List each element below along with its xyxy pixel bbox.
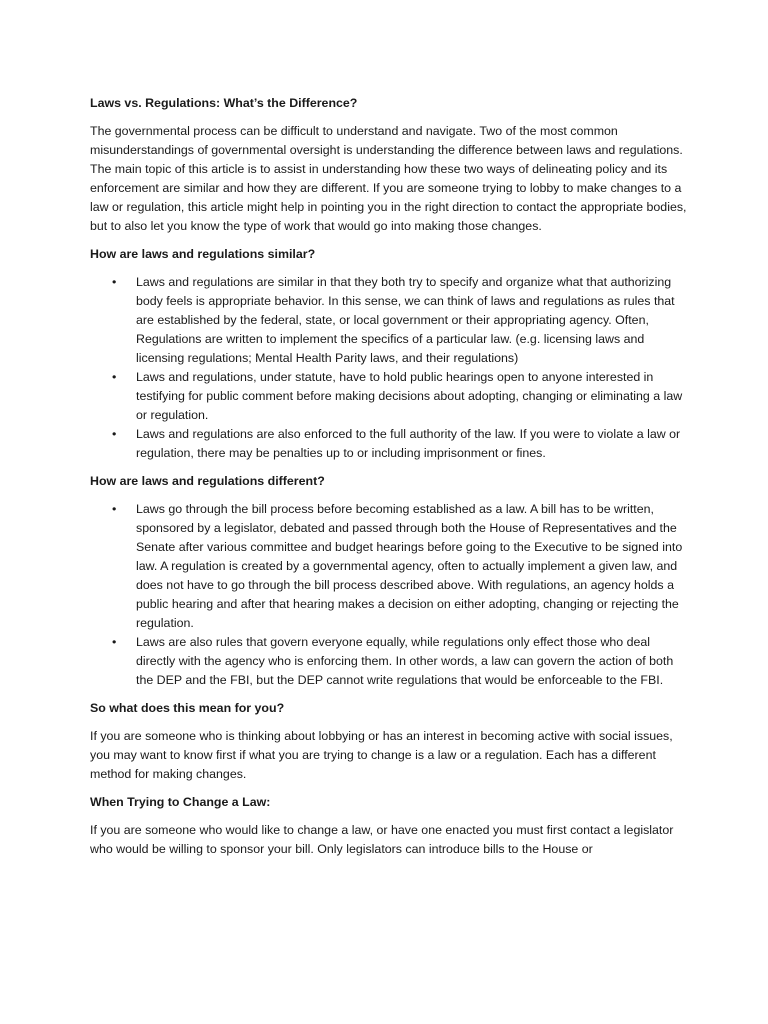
list-item bbox=[90, 273, 690, 368]
bullet-marker: • bbox=[112, 502, 117, 516]
list-item bbox=[90, 500, 690, 633]
list-item-text: Laws and regulations are similar in that they both try to specify and organize what that authorizing body feels is appropriate behavior. In this sense, we can think of laws and regulations as rules that are established by the federal, state, or local government or their appropriating agency. Often, Regulations are written to implement the specifics of a particular law. (e.g. licensing laws and licensing regulations; Mental Health Parity laws, and their regulations) bbox=[136, 275, 675, 365]
list-item-text: Laws and regulations are also enforced to the full authority of the law. If you were to violate a law or regulation, there may be penalties up to or including imprisonment or fines. bbox=[136, 427, 681, 460]
meaning-paragraph: If you are someone who is thinking about lobbying or has an interest in becoming active with social issues, you may want to know first if what you are trying to change is a law or a regulation. Each has a different method for making changes. bbox=[90, 729, 673, 781]
list-item bbox=[90, 368, 690, 425]
list-item-text: Laws and regulations, under statute, have to hold public hearings open to anyone interested in testifying for public comment before making decisions about adopting, changing or eliminating a law or regulation. bbox=[136, 370, 683, 422]
intro-paragraph: The governmental process can be difficult to understand and navigate. Two of the most common misunderstandings of governmental oversight is understanding the difference between laws and regulations. The main topic of this article is to assist in understanding how these two ways of delineating policy and its enforcement are similar and how they are different. If you are someone trying to lobby to make changes to a law or regulation, this article might help in pointing you in the right direction to contact the appropriate bodies, but to also let you know the type of work that would go into making those changes. bbox=[90, 124, 687, 233]
list-item bbox=[90, 425, 690, 463]
similar-bullet-list bbox=[90, 273, 690, 463]
bullet-marker: • bbox=[112, 635, 117, 649]
bullet-marker: • bbox=[112, 427, 117, 441]
list-item-text: Laws go through the bill process before becoming established as a law. A bill has to be written, sponsored by a legislator, debated and passed through both the House of Representatives and the Senate after various committee and budget hearings before going to the Executive to be signed into law. A regulation is created by a governmental agency, often to actually implement a given law, and does not have to go through the bill process described above. With regulations, an agency holds a public hearing and after that hearing makes a decision on either adopting, changing or rejecting the regulation. bbox=[136, 502, 683, 630]
document-title: Laws vs. Regulations: What’s the Difference? bbox=[90, 96, 358, 110]
bullet-marker: • bbox=[112, 370, 117, 384]
list-item-text: Laws are also rules that govern everyone equally, while regulations only effect those who deal directly with the agency who is enforcing them. In other words, a law can govern the action of both the DEP and the FBI, but the DEP cannot write regulations that would be enforceable to the FBI. bbox=[136, 635, 674, 687]
document-page bbox=[90, 94, 690, 868]
section-heading-similar: How are laws and regulations similar? bbox=[90, 247, 316, 261]
change-law-paragraph: If you are someone who would like to change a law, or have one enacted you must first contact a legislator who would be willing to sponsor your bill. Only legislators can introduce bills to the House or bbox=[90, 823, 674, 856]
section-heading-change-law: When Trying to Change a Law: bbox=[90, 795, 271, 809]
section-heading-different: How are laws and regulations different? bbox=[90, 474, 325, 488]
different-bullet-list bbox=[90, 500, 690, 690]
bullet-marker: • bbox=[112, 275, 117, 289]
list-item bbox=[90, 633, 690, 690]
section-heading-meaning: So what does this mean for you? bbox=[90, 701, 285, 715]
